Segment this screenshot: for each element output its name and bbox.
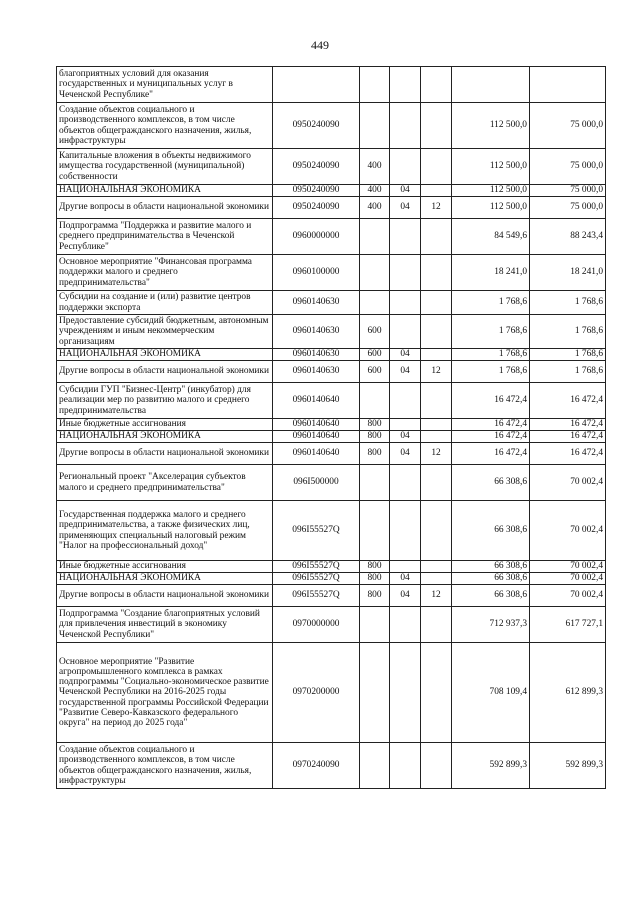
target-code: 0950240090 (273, 197, 360, 219)
subsection (421, 149, 452, 185)
target-code: 0970240090 (273, 743, 360, 789)
table-row (57, 501, 606, 561)
amount-year-1: 112 500,0 (452, 197, 530, 219)
amount-year-1: 66 308,6 (452, 561, 530, 573)
table-row (57, 743, 606, 789)
amount-year-1: 84 549,6 (452, 219, 530, 255)
table-row (57, 465, 606, 501)
section: 04 (390, 197, 421, 219)
subsection (421, 607, 452, 643)
expense-type: 600 (360, 361, 390, 383)
amount-year-2: 70 002,4 (530, 573, 606, 585)
amount-year-2: 75 000,0 (530, 149, 606, 185)
subsection (421, 561, 452, 573)
target-code: 0970200000 (273, 643, 360, 743)
amount-year-1: 16 472,4 (452, 443, 530, 465)
section: 04 (390, 361, 421, 383)
amount-year-2: 592 899,3 (530, 743, 606, 789)
row-name: благоприятных условий для оказания государственных и муниципальных услуг в Чеченской Республике" (57, 67, 273, 103)
amount-year-1: 112 500,0 (452, 185, 530, 197)
target-code: 096I55527Q (273, 561, 360, 573)
row-name: Создание объектов социального и производственного комплексов, в том числе объектов общегражданского назначения, жилья, инфраструктуры (57, 103, 273, 149)
amount-year-2: 70 002,4 (530, 561, 606, 573)
expense-type (360, 383, 390, 419)
budget-table (56, 66, 606, 789)
row-name: Субсидии на создание и (или) развитие центров поддержки экспорта (57, 291, 273, 315)
expense-type (360, 219, 390, 255)
amount-year-1: 16 472,4 (452, 431, 530, 443)
subsection (421, 419, 452, 431)
expense-type: 800 (360, 585, 390, 607)
section (390, 149, 421, 185)
target-code: 0960140640 (273, 443, 360, 465)
row-name: Региональный проект "Акселерация субъектов малого и среднего предпринимательства" (57, 465, 273, 501)
section: 04 (390, 431, 421, 443)
target-code: 0960140640 (273, 419, 360, 431)
row-name: Подпрограмма "Поддержка и развитие малого и среднего предпринимательства в Чеченской Республике" (57, 219, 273, 255)
section (390, 315, 421, 349)
expense-type: 800 (360, 561, 390, 573)
expense-type: 800 (360, 419, 390, 431)
table-row (57, 67, 606, 103)
expense-type: 800 (360, 443, 390, 465)
target-code: 0950240090 (273, 185, 360, 197)
target-code: 0960140630 (273, 291, 360, 315)
subsection (421, 219, 452, 255)
amount-year-2: 70 002,4 (530, 465, 606, 501)
section (390, 67, 421, 103)
amount-year-2: 70 002,4 (530, 585, 606, 607)
amount-year-2: 1 768,6 (530, 349, 606, 361)
table-row (57, 443, 606, 465)
row-name: НАЦИОНАЛЬНАЯ ЭКОНОМИКА (57, 573, 273, 585)
amount-year-1: 66 308,6 (452, 465, 530, 501)
row-name: Капитальные вложения в объекты недвижимого имущества государственной (муниципальной) собственности (57, 149, 273, 185)
amount-year-2: 1 768,6 (530, 291, 606, 315)
section: 04 (390, 585, 421, 607)
row-name: Другие вопросы в области национальной экономики (57, 443, 273, 465)
subsection (421, 67, 452, 103)
row-name: НАЦИОНАЛЬНАЯ ЭКОНОМИКА (57, 185, 273, 197)
section (390, 383, 421, 419)
subsection (421, 291, 452, 315)
amount-year-2: 75 000,0 (530, 103, 606, 149)
amount-year-1: 708 109,4 (452, 643, 530, 743)
expense-type (360, 465, 390, 501)
amount-year-2: 1 768,6 (530, 361, 606, 383)
section (390, 465, 421, 501)
amount-year-2: 617 727,1 (530, 607, 606, 643)
amount-year-2: 75 000,0 (530, 185, 606, 197)
amount-year-1: 712 937,3 (452, 607, 530, 643)
target-code: 0950240090 (273, 103, 360, 149)
expense-type (360, 501, 390, 561)
section (390, 607, 421, 643)
subsection (421, 255, 452, 291)
table-row (57, 361, 606, 383)
table-row (57, 219, 606, 255)
subsection (421, 185, 452, 197)
table-row (57, 383, 606, 419)
amount-year-1 (452, 67, 530, 103)
amount-year-2: 16 472,4 (530, 419, 606, 431)
subsection (421, 315, 452, 349)
target-code: 096I55527Q (273, 501, 360, 561)
expense-type: 400 (360, 185, 390, 197)
subsection (421, 383, 452, 419)
table-row (57, 255, 606, 291)
target-code: 0960140630 (273, 361, 360, 383)
section (390, 219, 421, 255)
amount-year-1: 66 308,6 (452, 573, 530, 585)
table-row (57, 561, 606, 573)
section: 04 (390, 573, 421, 585)
amount-year-1: 66 308,6 (452, 501, 530, 561)
page-number: 449 (311, 38, 329, 52)
target-code: 0960140630 (273, 349, 360, 361)
row-name: Другие вопросы в области национальной экономики (57, 585, 273, 607)
expense-type (360, 643, 390, 743)
target-code: 0950240090 (273, 149, 360, 185)
target-code: 0960140640 (273, 431, 360, 443)
amount-year-2: 612 899,3 (530, 643, 606, 743)
row-name: Подпрограмма "Создание благоприятных условий для привлечения инвестиций в экономику Чеченской Республики" (57, 607, 273, 643)
amount-year-1: 1 768,6 (452, 315, 530, 349)
row-name: Предоставление субсидий бюджетным, автономным учреждениям и иным некоммерческим организациям (57, 315, 273, 349)
target-code (273, 67, 360, 103)
row-name: Иные бюджетные ассигнования (57, 419, 273, 431)
section (390, 743, 421, 789)
target-code: 0960000000 (273, 219, 360, 255)
expense-type: 400 (360, 149, 390, 185)
amount-year-2: 88 243,4 (530, 219, 606, 255)
amount-year-1: 16 472,4 (452, 383, 530, 419)
amount-year-1: 592 899,3 (452, 743, 530, 789)
amount-year-1: 18 241,0 (452, 255, 530, 291)
table-row (57, 149, 606, 185)
subsection: 12 (421, 585, 452, 607)
amount-year-2 (530, 67, 606, 103)
table-row (57, 103, 606, 149)
subsection (421, 501, 452, 561)
section (390, 561, 421, 573)
amount-year-1: 112 500,0 (452, 103, 530, 149)
expense-type: 600 (360, 315, 390, 349)
target-code: 0970000000 (273, 607, 360, 643)
amount-year-1: 66 308,6 (452, 585, 530, 607)
table-row (57, 573, 606, 585)
amount-year-2: 16 472,4 (530, 383, 606, 419)
subsection (421, 743, 452, 789)
subsection: 12 (421, 443, 452, 465)
subsection (421, 103, 452, 149)
row-name: Основное мероприятие "Развитие агропромышленного комплекса в рамках подпрограммы "Социально-экономическое развитие Чеченской Республики на 2016-2025 годы государственной программы Российской Федерации "Развитие Северо-Кавказского федерального округа" на период до 2025 года" (57, 643, 273, 743)
row-name: НАЦИОНАЛЬНАЯ ЭКОНОМИКА (57, 431, 273, 443)
table-row (57, 315, 606, 349)
row-name: Государственная поддержка малого и среднего предпринимательства, а также физических лиц, применяющих специальный налоговый режим "Налог на профессиональный доход" (57, 501, 273, 561)
expense-type: 400 (360, 197, 390, 219)
amount-year-2: 70 002,4 (530, 501, 606, 561)
target-code: 096I500000 (273, 465, 360, 501)
row-name: Основное мероприятие "Финансовая программа поддержки малого и среднего предпринимательства" (57, 255, 273, 291)
expense-type (360, 607, 390, 643)
subsection: 12 (421, 197, 452, 219)
target-code: 0960140630 (273, 315, 360, 349)
row-name: Создание объектов социального и производственного комплексов, в том числе объектов общегражданского назначения, жилья, инфраструктуры (57, 743, 273, 789)
section (390, 501, 421, 561)
expense-type: 800 (360, 431, 390, 443)
table-row (57, 419, 606, 431)
amount-year-2: 1 768,6 (530, 315, 606, 349)
row-name: Другие вопросы в области национальной экономики (57, 197, 273, 219)
amount-year-1: 1 768,6 (452, 361, 530, 383)
amount-year-1: 1 768,6 (452, 291, 530, 315)
amount-year-2: 18 241,0 (530, 255, 606, 291)
table-row (57, 291, 606, 315)
section (390, 255, 421, 291)
expense-type (360, 743, 390, 789)
expense-type (360, 67, 390, 103)
target-code: 096I55527Q (273, 585, 360, 607)
section: 04 (390, 185, 421, 197)
amount-year-2: 16 472,4 (530, 431, 606, 443)
table-row (57, 585, 606, 607)
subsection: 12 (421, 361, 452, 383)
expense-type: 600 (360, 349, 390, 361)
amount-year-1: 16 472,4 (452, 419, 530, 431)
table-row (57, 643, 606, 743)
section: 04 (390, 443, 421, 465)
section (390, 103, 421, 149)
subsection (421, 643, 452, 743)
amount-year-1: 112 500,0 (452, 149, 530, 185)
row-name: Субсидии ГУП "Бизнес-Центр" (инкубатор) для реализации мер по развитию малого и среднего предпринимательства (57, 383, 273, 419)
expense-type (360, 103, 390, 149)
expense-type (360, 255, 390, 291)
amount-year-2: 16 472,4 (530, 443, 606, 465)
expense-type (360, 291, 390, 315)
section: 04 (390, 349, 421, 361)
target-code: 0960140640 (273, 383, 360, 419)
expense-type: 800 (360, 573, 390, 585)
section (390, 419, 421, 431)
subsection (421, 349, 452, 361)
amount-year-1: 1 768,6 (452, 349, 530, 361)
subsection (421, 465, 452, 501)
amount-year-2: 75 000,0 (530, 197, 606, 219)
section (390, 643, 421, 743)
row-name: Другие вопросы в области национальной экономики (57, 361, 273, 383)
row-name: Иные бюджетные ассигнования (57, 561, 273, 573)
target-code: 096I55527Q (273, 573, 360, 585)
table-row (57, 185, 606, 197)
row-name: НАЦИОНАЛЬНАЯ ЭКОНОМИКА (57, 349, 273, 361)
subsection (421, 431, 452, 443)
table-row (57, 607, 606, 643)
target-code: 0960100000 (273, 255, 360, 291)
table-row (57, 431, 606, 443)
table-row (57, 349, 606, 361)
section (390, 291, 421, 315)
table-row (57, 197, 606, 219)
subsection (421, 573, 452, 585)
